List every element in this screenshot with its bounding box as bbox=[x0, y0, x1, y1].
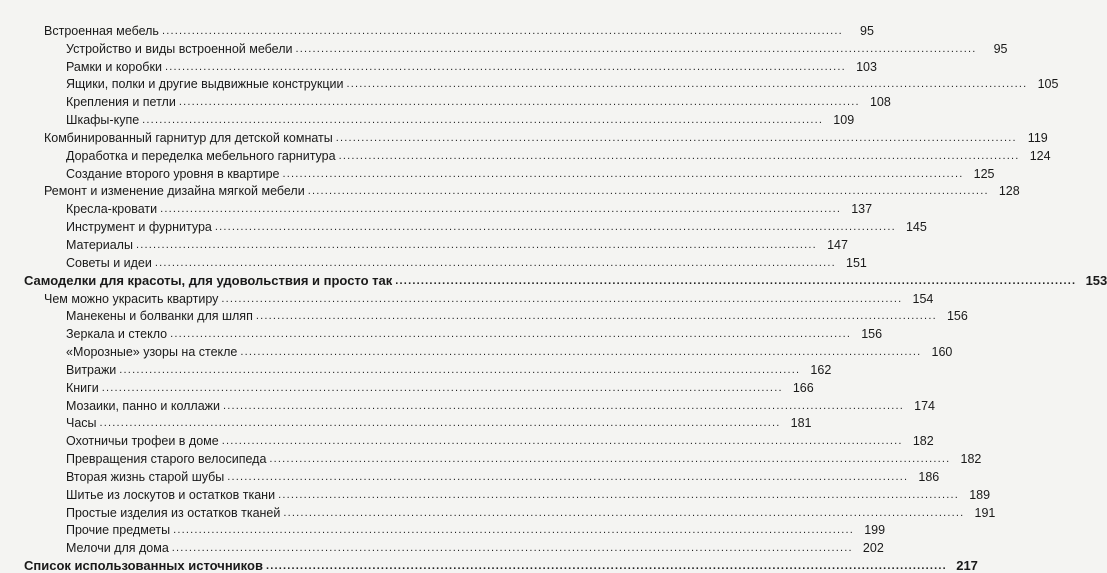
toc-chapter-entry bbox=[0, 270, 1107, 288]
toc-entry-page-number: 124 bbox=[1029, 148, 1051, 163]
toc-entry-title: Мозаики, панно и коллажи bbox=[66, 398, 221, 413]
toc-entry-page-number: 182 bbox=[912, 434, 934, 449]
toc-entry bbox=[0, 484, 991, 502]
dot-leader: ................................................................................................................................................................ bbox=[265, 560, 947, 573]
toc-entry-title: Чем можно украсить квартиру bbox=[44, 291, 219, 306]
dot-leader: ................................................................................................................................................................ bbox=[160, 203, 842, 216]
toc-entry-title: Охотничьи трофеи в доме bbox=[66, 434, 219, 449]
dot-leader: ................................................................................................................................................................ bbox=[240, 346, 922, 359]
toc-entry bbox=[0, 537, 884, 556]
toc-entry bbox=[0, 448, 982, 467]
toc-entry bbox=[0, 20, 874, 38]
toc-entry-title: Шитье из лоскутов и остатков ткани bbox=[66, 487, 276, 502]
toc-entry-page-number: 137 bbox=[851, 202, 873, 217]
toc-entry-page-number: 182 bbox=[960, 452, 982, 467]
toc-entry-title: Доработка и переделка мебельного гарнитура bbox=[66, 148, 336, 163]
toc-entry bbox=[0, 395, 935, 413]
dot-leader: ................................................................................................................................................................ bbox=[223, 399, 904, 412]
toc-entry-page-number: 95 bbox=[993, 41, 1008, 56]
toc-entry-page-number: 156 bbox=[861, 327, 883, 342]
toc-entry-title: Комбинированный гарнитур для детской комнаты bbox=[44, 130, 333, 145]
toc-entry bbox=[0, 341, 953, 360]
toc-entry bbox=[0, 74, 1059, 92]
toc-entry-title: Самоделки для красоты, для удовольствия и просто так bbox=[24, 272, 393, 288]
toc-entry-title: Книги bbox=[66, 380, 99, 395]
toc-entry-title: Список использованных источников bbox=[24, 558, 263, 573]
toc-entry bbox=[0, 466, 940, 484]
toc-entry bbox=[0, 109, 855, 128]
toc-entry bbox=[0, 198, 873, 217]
toc-entry-title: Советы и идеи bbox=[66, 255, 152, 270]
toc-entry-title: Превращения старого велосипеда bbox=[66, 452, 267, 467]
toc-entry-title: «Морозные» узоры на стекле bbox=[66, 345, 238, 360]
dot-leader: ................................................................................................................................................................ bbox=[154, 256, 836, 269]
dot-leader: ................................................................................................................................................................ bbox=[173, 524, 855, 537]
dot-leader: ................................................................................................................................................................ bbox=[221, 435, 903, 448]
toc-entry-page-number: 181 bbox=[790, 416, 812, 431]
toc-entry bbox=[0, 306, 968, 324]
toc-entry bbox=[0, 163, 995, 181]
toc-entry-title: Манекены и болванки для шляп bbox=[66, 309, 253, 324]
dot-leader: ................................................................................................................................................................ bbox=[119, 363, 801, 376]
toc-entry-page-number: 151 bbox=[846, 255, 867, 270]
toc-entry-title: Создание второго уровня в квартире bbox=[66, 166, 280, 181]
toc-entry-page-number: 108 bbox=[869, 95, 891, 110]
toc-entry-title: Встроенная мебель bbox=[44, 23, 159, 38]
dot-leader: ................................................................................................................................................................ bbox=[170, 328, 852, 341]
dot-leader: ................................................................................................................................................................ bbox=[283, 506, 965, 519]
toc-entry-title: Кресла-кровати bbox=[66, 202, 158, 217]
dot-leader: ................................................................................................................................................................ bbox=[99, 417, 781, 430]
toc-entry-title: Прочие предметы bbox=[66, 523, 171, 538]
dot-leader: ................................................................................................................................................................ bbox=[282, 167, 964, 180]
dot-leader: ................................................................................................................................................................ bbox=[338, 149, 1020, 162]
toc-entry bbox=[0, 502, 996, 520]
toc-entry-title: Ремонт и изменение дизайна мягкой мебели bbox=[44, 184, 305, 199]
dot-leader: ................................................................................................................................................................ bbox=[278, 488, 960, 501]
toc-entry-page-number: 154 bbox=[912, 291, 934, 306]
toc-entry-page-number: 162 bbox=[810, 362, 832, 377]
toc-entry bbox=[0, 413, 812, 431]
toc-entry-title: Крепления и петли bbox=[66, 95, 176, 110]
dot-leader: ................................................................................................................................................................ bbox=[307, 185, 989, 198]
toc-entry-title: Шкафы-купе bbox=[66, 113, 140, 128]
toc-entry-page-number: 199 bbox=[864, 523, 886, 538]
dot-leader: ................................................................................................................................................................ bbox=[101, 381, 783, 394]
toc-entry-page-number: 156 bbox=[946, 309, 968, 324]
dot-leader: ................................................................................................................................................................ bbox=[178, 96, 860, 109]
toc-entry bbox=[0, 252, 867, 270]
toc-entry-title: Вторая жизнь старой шубы bbox=[66, 469, 225, 484]
toc-entry-title: Ящики, полки и другие выдвижные конструкции bbox=[66, 77, 344, 92]
toc-entry-page-number: 95 bbox=[860, 23, 874, 38]
toc-entry-title: Простые изделия из остатков тканей bbox=[66, 505, 281, 520]
table-of-contents bbox=[0, 20, 1107, 573]
toc-entry-page-number: 217 bbox=[956, 558, 978, 573]
toc-entry-title: Устройство и виды встроенной мебели bbox=[66, 41, 293, 56]
dot-leader: ................................................................................................................................................................ bbox=[161, 24, 843, 37]
toc-entry bbox=[0, 181, 1020, 199]
toc-entry-title: Рамки и коробки bbox=[66, 59, 162, 74]
toc-entry-page-number: 202 bbox=[862, 541, 884, 556]
dot-leader: ................................................................................................................................................................ bbox=[164, 60, 846, 73]
toc-entry-page-number: 119 bbox=[1027, 130, 1048, 145]
toc-entry bbox=[0, 56, 877, 74]
toc-entry bbox=[0, 216, 927, 235]
dot-leader: ................................................................................................................................................................ bbox=[214, 221, 896, 234]
toc-entry bbox=[0, 377, 814, 395]
toc-entry bbox=[0, 520, 886, 538]
dot-leader: ................................................................................................................................................................ bbox=[335, 131, 1017, 144]
toc-entry-page-number: 166 bbox=[792, 380, 814, 395]
toc-entry-page-number: 109 bbox=[833, 113, 855, 128]
toc-entry bbox=[0, 91, 891, 110]
toc-entry-title: Зеркала и стекло bbox=[66, 327, 168, 342]
toc-entry-page-number: 174 bbox=[914, 398, 935, 413]
dot-leader: ................................................................................................................................................................ bbox=[227, 470, 909, 483]
toc-entry bbox=[0, 430, 934, 449]
toc-entry-title: Материалы bbox=[66, 237, 133, 252]
toc-entry-page-number: 145 bbox=[905, 220, 927, 235]
toc-entry-title: Витражи bbox=[66, 362, 117, 377]
toc-entry bbox=[0, 359, 832, 377]
toc-entry-page-number: 105 bbox=[1037, 77, 1059, 92]
toc-entry bbox=[0, 38, 1008, 56]
dot-leader: ................................................................................................................................................................ bbox=[221, 292, 903, 305]
dot-leader: ................................................................................................................................................................ bbox=[135, 238, 817, 251]
toc-entry-page-number: 186 bbox=[918, 469, 940, 484]
toc-entry-page-number: 189 bbox=[969, 487, 991, 502]
dot-leader: ................................................................................................................................................................ bbox=[269, 453, 951, 466]
toc-entry-page-number: 160 bbox=[931, 345, 953, 360]
toc-entry-page-number: 191 bbox=[974, 505, 996, 520]
dot-leader: ................................................................................................................................................................ bbox=[142, 114, 824, 127]
toc-entry bbox=[0, 288, 934, 306]
dot-leader: ................................................................................................................................................................ bbox=[171, 542, 853, 555]
dot-leader: ................................................................................................................................................................ bbox=[346, 78, 1028, 91]
dot-leader: ................................................................................................................................................................ bbox=[255, 310, 937, 323]
toc-chapter-entry bbox=[0, 555, 978, 573]
dot-leader: ................................................................................................................................................................ bbox=[395, 274, 1077, 287]
toc-entry bbox=[0, 127, 1048, 145]
toc-entry-page-number: 103 bbox=[856, 59, 877, 74]
toc-entry bbox=[0, 234, 848, 252]
toc-entry-page-number: 128 bbox=[998, 184, 1020, 199]
toc-entry-page-number: 153 bbox=[1085, 272, 1107, 288]
toc-entry bbox=[0, 145, 1051, 163]
toc-entry-title: Мелочи для дома bbox=[66, 541, 169, 556]
dot-leader: ................................................................................................................................................................ bbox=[295, 42, 977, 55]
toc-entry-title: Инструмент и фурнитура bbox=[66, 220, 212, 235]
toc-entry-page-number: 125 bbox=[973, 166, 995, 181]
toc-entry-title: Часы bbox=[66, 416, 97, 431]
toc-entry bbox=[0, 323, 883, 342]
toc-entry-page-number: 147 bbox=[827, 237, 848, 252]
